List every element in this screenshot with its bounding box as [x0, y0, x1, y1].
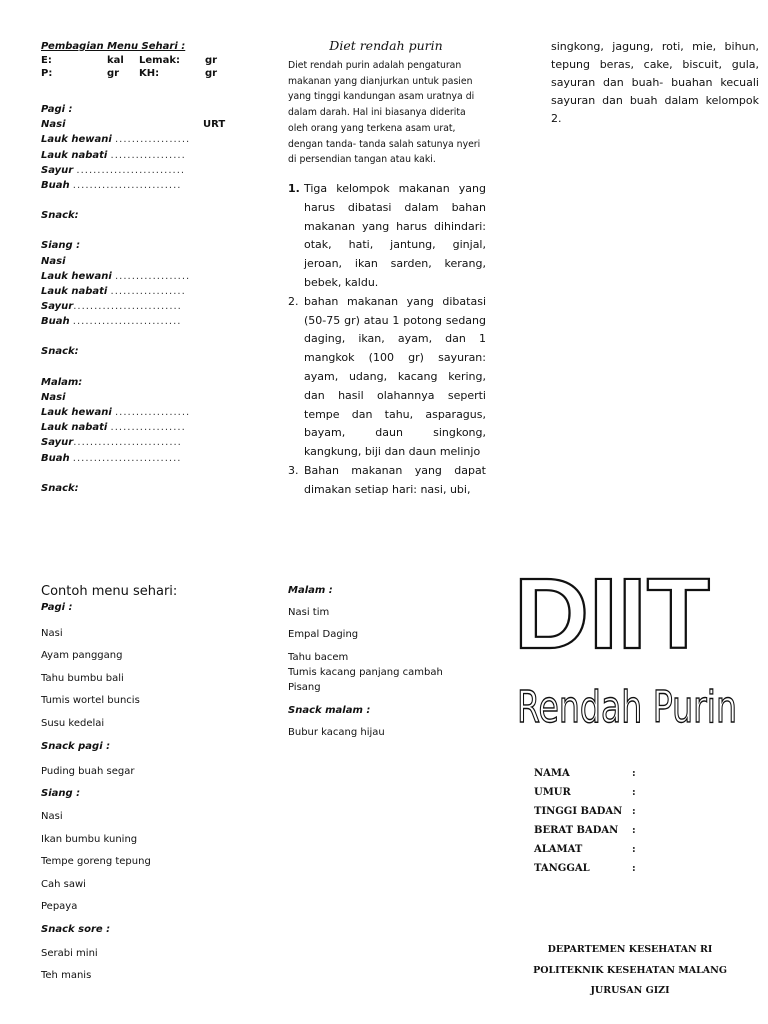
snack-3: Snack:	[41, 482, 79, 494]
list-number: 1.	[288, 182, 300, 195]
example-menu-title: Contoh menu sehari:	[41, 584, 178, 599]
diet-description: Diet rendah purin adalah pengaturan makanan yang dianjurkan untuk pasien yang tinggi kandungan asam uratnya di dalam darah. Hal ini biasanya diderita oleh orang yang terkena asam urat, dengan tanda- tanda salah satunya nyeri di persendian tangan atau kaki.	[288, 60, 481, 166]
malam-nasi: Nasi	[41, 391, 66, 403]
list-item: Teh manis	[41, 970, 92, 981]
list-item: Serabi mini	[41, 948, 98, 959]
list-item: Tahu bacem	[288, 652, 349, 663]
fat-unit: gr	[205, 54, 218, 66]
list-number: 2.	[288, 294, 299, 308]
identity-row-date: TANGGAL :	[534, 863, 636, 874]
pagi-sayur: Sayur	[41, 164, 74, 176]
menu-section-heading: Snack sore :	[41, 924, 111, 935]
identity-row-age: UMUR :	[534, 787, 636, 798]
list-item: Pepaya	[41, 901, 78, 912]
field-label: NAMA	[534, 768, 570, 779]
protein-label: P:	[41, 68, 53, 79]
pagi-nasi: Nasi	[41, 119, 66, 131]
snack-1: Snack:	[41, 210, 79, 222]
identity-row-weight: BERAT BADAN :	[534, 825, 636, 836]
list-item: Tumis wortel buncis	[41, 695, 140, 706]
list-item: Tahu bumbu bali	[41, 673, 124, 684]
siang-lauk-nabati: Lauk nabati	[41, 285, 108, 297]
list-item: Tempe goreng tepung	[41, 856, 151, 867]
list-item: Ayam panggang	[41, 650, 123, 661]
pagi-title: Pagi :	[41, 104, 73, 115]
list-item: Pisang	[288, 682, 321, 693]
list-text: Bahan makanan yang dapat dimakan setiap hari: nasi, ubi,	[304, 463, 486, 496]
field-label: TINGGI BADAN	[534, 806, 623, 817]
identity-row-name: NAMA :	[534, 768, 636, 779]
menu-section-heading: Snack pagi :	[41, 741, 111, 752]
identity-row-height: TINGGI BADAN :	[534, 806, 636, 817]
list-item: Nasi	[41, 811, 63, 822]
cover-subtitle	[512, 672, 742, 734]
identity-form	[534, 768, 734, 882]
fat-label: Lemak:	[139, 54, 180, 66]
malam-lauk-nabati: Lauk nabati	[41, 422, 108, 434]
field-label: TANGGAL	[534, 863, 590, 874]
list-item	[288, 180, 486, 293]
field-label: BERAT BADAN	[534, 825, 619, 836]
list-item: Nasi tim	[288, 607, 330, 618]
pagi-lauk-nabati: Lauk nabati	[41, 149, 108, 161]
energy-unit: kal	[107, 54, 124, 66]
protein-unit: gr	[107, 68, 120, 79]
institution-line-2: POLITEKNIK KESEHATAN MALANG	[533, 964, 727, 976]
list-item: Ikan bumbu kuning	[41, 834, 138, 845]
cover-title-text: DIIT	[514, 566, 710, 656]
list-item: Bubur kacang hijau	[288, 727, 385, 738]
menu-section-heading: Snack malam :	[288, 705, 371, 716]
institution-block	[510, 940, 750, 1002]
list-text: Tiga kelompok makanan yang harus dibatasi dalam bahan makanan yang harus dihindari: otak, hati, jantung, ginjal, jeroan, ikan sarden, kerang, bebek, kaldu.	[304, 182, 486, 289]
diet-title: Diet rendah purin	[329, 38, 443, 53]
list-item: Cah sawi	[41, 879, 86, 890]
malam-sayur: Sayur	[41, 437, 74, 449]
list-item: Susu kedelai	[41, 718, 105, 729]
menu-header-title: Pembagian Menu Sehari :	[41, 41, 186, 52]
malam-title: Malam:	[41, 376, 83, 388]
field-label: UMUR	[534, 787, 571, 798]
diet-food-groups-list	[288, 180, 486, 500]
energy-label: E:	[41, 54, 52, 66]
institution-line-1: DEPARTEMEN KESEHATAN RI	[547, 944, 713, 955]
pagi-buah: Buah	[41, 179, 70, 191]
list-item: Nasi	[41, 628, 63, 639]
siang-sayur: Sayur	[41, 301, 74, 313]
list-item: Empal Daging	[288, 629, 359, 640]
urt-label: URT	[203, 119, 226, 131]
list-text: bahan makanan yang dibatasi (50-75 gr) atau 1 potong sedang daging, ikan, ayam, dan 1 mangkok (100 gr) sayuran: ayam, udang, kacang kering, dan hasil olahannya seperti tempe dan tahu, asparagus, bayam, daun singkong, kangkung, biji dan daun melinjo	[304, 294, 486, 459]
menu-section-heading: Siang :	[41, 788, 81, 799]
siang-lauk-hewani: Lauk hewani	[41, 270, 112, 282]
menu-header	[41, 40, 251, 81]
menu-sections: Pagi : Nasi URT Lauk hewani .................. Lauk nabati .................. Sayur .......................... Buah .......................... Snack: Siang : Nasi Lauk hewani .................. Lauk nabati .................. Sayur.......................... Buah .......................... Snack: Malam: Nasi Lauk hewani .................. Lauk nabati .................. Sayur.......................... Buah .......................... Snack:	[41, 104, 226, 494]
institution-line-3: JURUSAN GIZI	[590, 985, 670, 996]
malam-buah: Buah	[41, 452, 70, 464]
list-item: Tumis kacang panjang cambah	[288, 667, 443, 678]
siang-title: Siang :	[41, 240, 81, 252]
menu-section-heading: Pagi :	[41, 602, 73, 613]
list-item: Puding buah segar	[41, 766, 135, 777]
list-item	[288, 293, 486, 462]
cover-title	[512, 566, 712, 656]
diet-list-continuation: singkong, jagung, roti, mie, bihun, tepung beras, cake, biscuit, gula, sayuran dan buah- buahan kecuali sayuran dan buah dalam kelompok 2.	[551, 40, 759, 125]
list-item	[288, 462, 486, 500]
menu-section-heading: Malam :	[288, 585, 333, 596]
siang-buah: Buah	[41, 316, 70, 328]
identity-row-address: ALAMAT :	[534, 844, 636, 855]
carb-label: KH:	[139, 68, 160, 79]
field-label: ALAMAT	[534, 844, 583, 855]
carb-unit: gr	[205, 68, 218, 79]
cover-subtitle-text: Rendah Purin	[517, 682, 737, 733]
snack-2: Snack:	[41, 346, 79, 358]
pagi-lauk-hewani: Lauk hewani	[41, 134, 112, 146]
list-number: 3.	[288, 463, 299, 477]
malam-lauk-hewani: Lauk hewani	[41, 407, 112, 418]
siang-nasi: Nasi	[41, 255, 66, 267]
